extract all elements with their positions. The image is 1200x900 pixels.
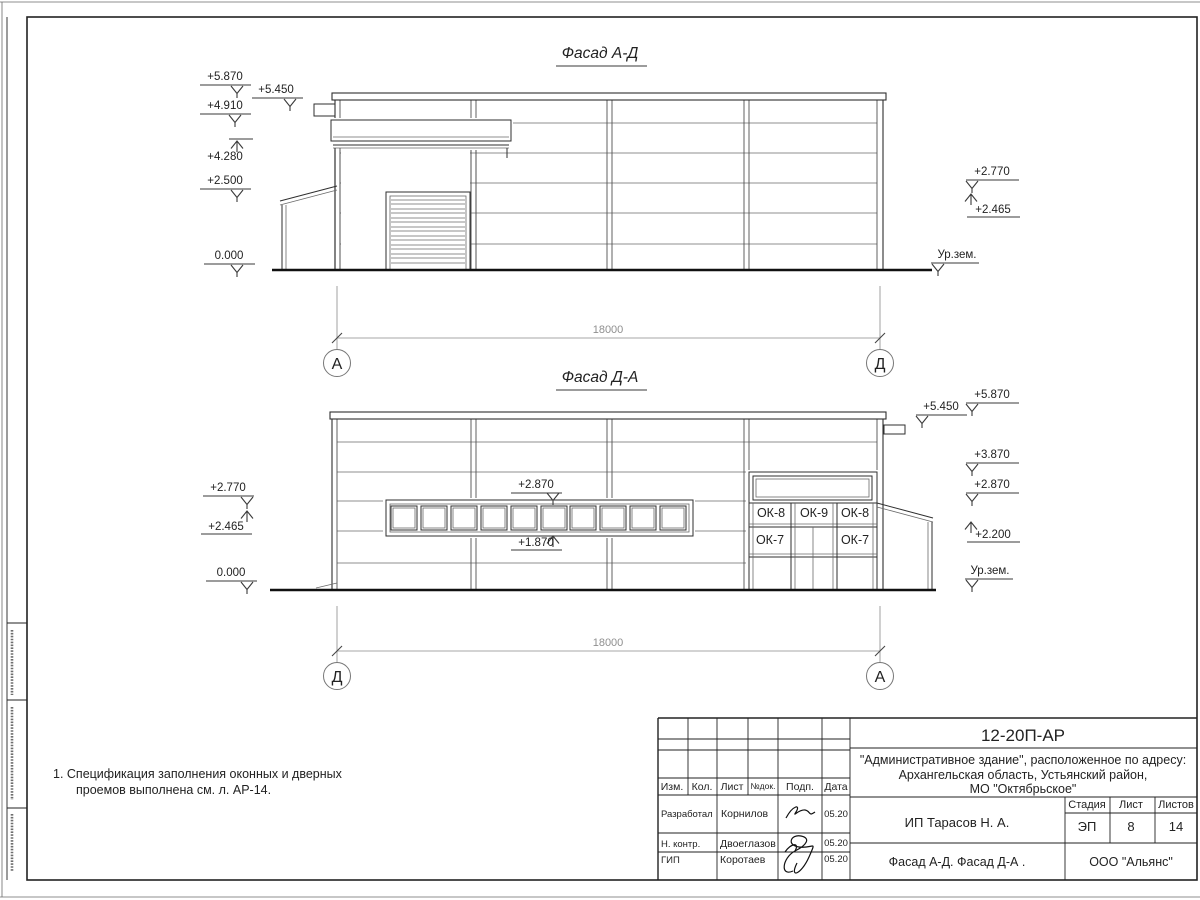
col-kol: Кол. <box>691 781 713 793</box>
dimension-label: 18000 <box>592 637 624 649</box>
ground-level-label: Ур.зем. <box>970 565 1010 577</box>
elevation-mark-label: +4.910 <box>207 100 243 112</box>
facade-ad-pipe <box>314 104 335 116</box>
window-label: ОК-8 <box>840 506 870 520</box>
facade-da-dimension <box>324 606 894 690</box>
elevation-mark-label: 0.000 <box>214 250 244 262</box>
elevation-mark-label: +4.280 <box>207 151 243 163</box>
sheets-label: Листов <box>1158 799 1194 811</box>
window-label: ОК-7 <box>755 533 785 547</box>
elevation-mark-label: +5.870 <box>974 389 1010 401</box>
project-line-3: МО "Октябрьское" <box>969 782 1077 796</box>
stage-label: Стадия <box>1068 799 1106 811</box>
elevation-mark-label: +1.870 <box>518 537 554 549</box>
elevation-mark-label: +2.500 <box>207 175 243 187</box>
project-line-2: Архангельская область, Устьянский район, <box>898 768 1148 782</box>
row-date: 05.20 <box>824 809 848 820</box>
facade-da-title: Фасад Д-А <box>561 369 639 386</box>
signature <box>784 836 813 873</box>
client-name: ИП Тарасов Н. А. <box>904 815 1010 830</box>
axis-label-right: Д <box>874 356 886 373</box>
facade-da-window-band <box>383 498 695 538</box>
row-name: Двоеглазов <box>720 838 776 850</box>
elevation-mark-label: +2.770 <box>974 166 1010 178</box>
facade-da-drawing <box>201 369 1020 690</box>
sheets-total: 14 <box>1168 819 1184 834</box>
note-line-1: 1. Спецификация заполнения оконных и дверных <box>53 767 342 781</box>
elevation-mark-label: +2.465 <box>975 204 1011 216</box>
row-name: Коротаев <box>720 854 766 866</box>
elevation-mark-label: +5.450 <box>923 401 959 413</box>
window-label: ОК-9 <box>799 506 829 520</box>
company-name: ООО "Альянс" <box>1089 855 1173 869</box>
col-list: Лист <box>720 781 744 793</box>
col-podp: Подп. <box>786 781 814 793</box>
elevation-mark-label: +2.870 <box>974 479 1010 491</box>
row-name: Корнилов <box>721 808 769 820</box>
row-date: 05.20 <box>824 854 848 865</box>
sheet-number: 8 <box>1127 819 1135 834</box>
facade-da-leanto <box>877 503 933 590</box>
col-data: Дата <box>824 781 848 793</box>
row-role: Разработал <box>661 809 713 820</box>
drawing-title: Фасад А-Д. Фасад Д-А . <box>888 855 1026 869</box>
facade-ad-parapet <box>332 93 886 100</box>
elevation-mark-label: +2.200 <box>975 529 1011 541</box>
ground-level-label: Ур.зем. <box>937 249 977 261</box>
facade-da-storefront <box>746 470 879 590</box>
signature <box>786 807 815 818</box>
axis-label-right: А <box>874 669 886 686</box>
stage-value: ЭП <box>1077 819 1097 834</box>
spec-note <box>53 767 343 797</box>
col-izm: Изм. <box>660 781 684 793</box>
facade-ad-elevation-marks-right <box>931 166 1020 276</box>
col-ndok: №док. <box>750 781 776 791</box>
axis-label-left: А <box>331 356 343 373</box>
facade-ad-title: Фасад А-Д <box>561 45 639 62</box>
window-label: ОК-7 <box>840 533 870 547</box>
elevation-mark-label: +5.450 <box>258 84 294 96</box>
elevation-mark-label: +2.465 <box>208 521 244 533</box>
dimension-label: 18000 <box>592 324 624 336</box>
facade-ad-dimension <box>324 286 894 377</box>
elevation-mark-label: +2.870 <box>518 479 554 491</box>
window-label: ОК-8 <box>756 506 786 520</box>
facade-ad-leanto <box>280 186 337 270</box>
facade-ad-elevation-marks-left <box>200 71 303 277</box>
row-role: Н. контр. <box>661 839 701 850</box>
facade-ad-roller-door <box>386 192 470 270</box>
facade-da-elevation-marks-left <box>201 482 257 594</box>
elevation-mark-label: +5.870 <box>207 71 243 83</box>
doc-number: 12-20П-АР <box>980 726 1066 745</box>
revision-strip <box>7 17 27 880</box>
row-date: 05.20 <box>824 838 848 849</box>
facade-da-parapet <box>330 412 886 419</box>
facade-ad-drawing <box>200 45 1020 377</box>
elevation-mark-label: 0.000 <box>216 567 246 579</box>
row-role: ГИП <box>661 855 680 866</box>
note-line-2: проемов выполнена см. л. АР-14. <box>76 783 272 797</box>
axis-label-left: Д <box>331 669 343 686</box>
elevation-mark-label: +3.870 <box>974 449 1010 461</box>
project-line-1: "Административное здание", расположенное по адресу: <box>859 753 1187 767</box>
sheet-label: Лист <box>1119 799 1143 811</box>
facade-da-pipe <box>884 425 905 434</box>
title-block <box>658 718 1197 880</box>
elevation-mark-label: +2.770 <box>210 482 246 494</box>
